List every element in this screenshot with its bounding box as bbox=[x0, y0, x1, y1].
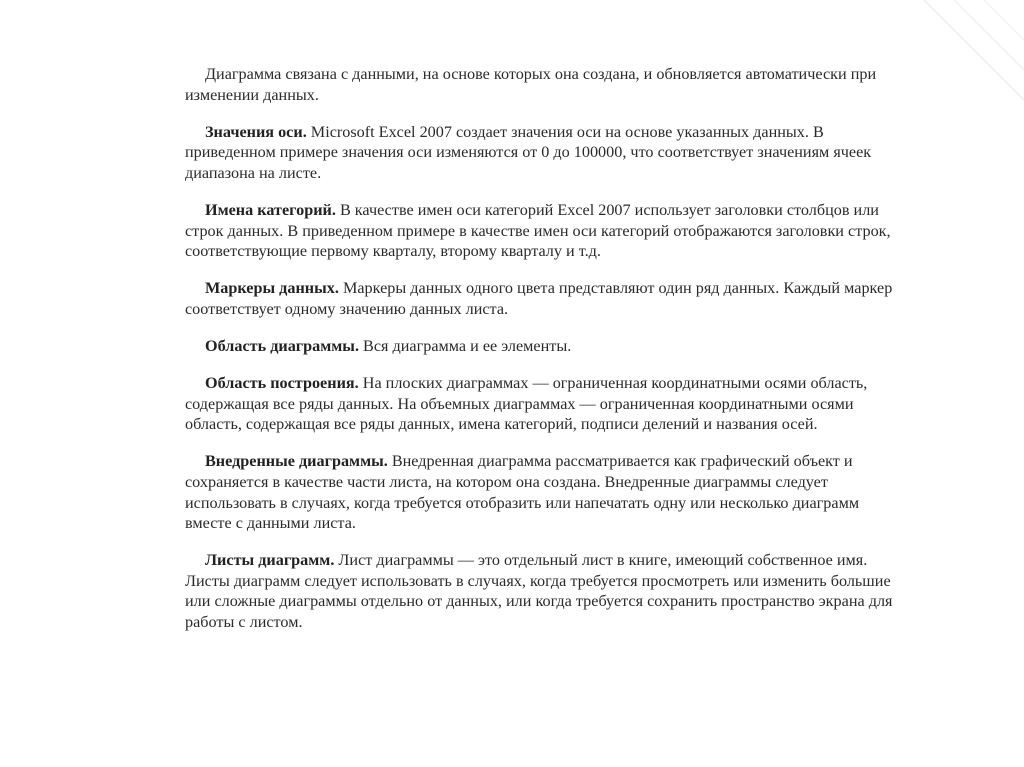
definition: Маркеры данных одного цвета представляют один ряд данных. Каждый маркер соответствует одному значению данных листа. bbox=[185, 279, 893, 318]
paragraph-axis-values bbox=[185, 122, 905, 184]
definition: Microsoft Excel 2007 создает значения оси на основе указанных данных. В приведенном примере значения оси изменяются от 0 до 100000, что соответствует значениям ячеек диапазона на листе. bbox=[185, 122, 872, 182]
paragraph-intro bbox=[185, 64, 905, 105]
definition: Лист диаграммы — это отдельный лист в книге, имеющий собственное имя. Листы диаграмм следует использовать в случаях, когда требуется просмотреть или изменить большие или сложные диаграммы отдельно от данных, или когда требуется сохранить пространство экрана для работы с листом. bbox=[185, 551, 893, 631]
paragraph-category-names bbox=[185, 200, 905, 262]
definition: Вся диаграмма и ее элементы. bbox=[359, 336, 572, 355]
paragraph-embedded-charts bbox=[185, 451, 905, 533]
paragraph-data-markers bbox=[185, 278, 905, 319]
definition: В качестве имен оси категорий Excel 2007 использует заголовки столбцов или строк данных. В приведенном примере в качестве имен оси категорий отображаются заголовки строк, соответствующие первому кварталу, второму кварталу и т.д. bbox=[185, 200, 891, 261]
term: Область диаграммы. bbox=[205, 336, 359, 355]
definition: На плоских диаграммах — ограниченная координатными осями область, содержащая все ряды данных. На объемных диаграммах — ограниченная координатными осями область, содержащая все ряды данных, имена категорий, подписи делений и названия осей. bbox=[185, 374, 868, 434]
term: Имена категорий. bbox=[205, 200, 336, 219]
definition: Диаграмма связана с данными, на основе которых она создана, и обновляется автоматически при изменении данных. bbox=[185, 65, 877, 104]
term: Листы диаграмм. bbox=[205, 551, 335, 570]
term: Маркеры данных. bbox=[205, 279, 339, 298]
term: Внедренные диаграммы. bbox=[205, 452, 388, 471]
document-body bbox=[185, 64, 905, 649]
paragraph-plot-area bbox=[185, 373, 905, 435]
paragraph-chart-area bbox=[185, 336, 905, 357]
term: Область построения. bbox=[205, 374, 359, 393]
corner-decoration bbox=[884, 0, 1024, 140]
paragraph-chart-sheets bbox=[185, 550, 905, 632]
term: Значения оси. bbox=[205, 122, 307, 141]
definition: Внедренная диаграмма рассматривается как графический объект и сохраняется в качестве части листа, на котором она создана. Внедренные диаграммы следует использовать в случаях, когда требуется отобразить или напечатать одну или несколько диаграмм вместе с данными листа. bbox=[185, 452, 860, 533]
